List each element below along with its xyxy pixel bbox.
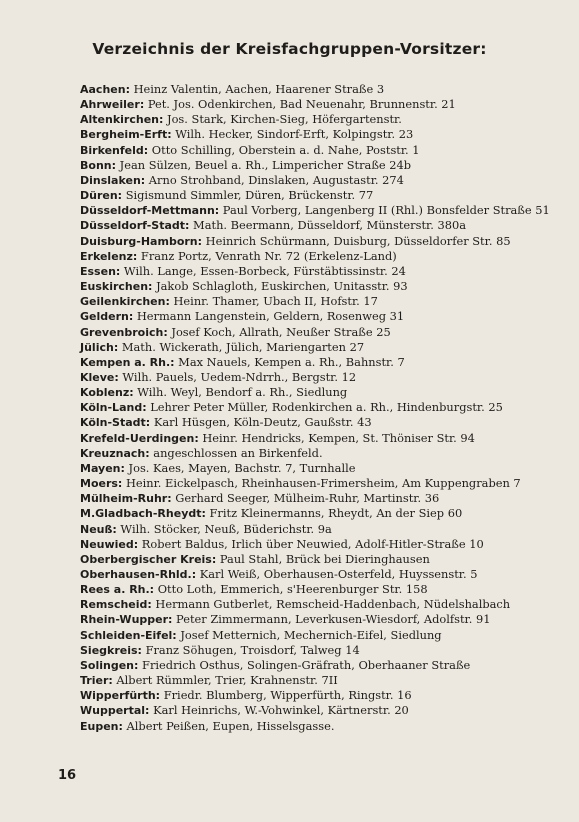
district-name: Oberhausen-Rhld.: xyxy=(80,568,197,581)
district-name: Kempen a. Rh.: xyxy=(80,355,175,369)
district-name: Dinslaken: xyxy=(80,173,146,187)
chairman-details: Otto Schilling, Oberstein a. d. Nahe, Poststr. 1 xyxy=(148,142,420,157)
list-item xyxy=(80,476,550,491)
chairman-details: Friedrich Osthus, Solingen-Gräfrath, Oberhaaner Straße xyxy=(138,657,471,672)
list-item xyxy=(80,673,550,688)
chairman-details: Jos. Kaes, Mayen, Bachstr. 7, Turnhalle xyxy=(124,460,356,475)
district-name: Trier: xyxy=(80,674,113,688)
district-name: Altenkirchen: xyxy=(80,113,164,127)
district-name: Duisburg-Hamborn: xyxy=(80,234,203,248)
chairman-details: Heinz Valentin, Aachen, Haarener Straße 3 xyxy=(129,82,385,96)
list-item xyxy=(80,340,550,355)
district-name: Grevenbroich: xyxy=(80,325,168,339)
list-item xyxy=(80,415,550,430)
list-item xyxy=(80,218,550,233)
district-name: Geilenkirchen: xyxy=(80,295,170,309)
district-name: Rees a. Rh.: xyxy=(80,583,155,597)
list-item xyxy=(80,703,550,718)
chairman-details: Max Nauels, Kempen a. Rh., Bahnstr. 7 xyxy=(174,354,405,369)
district-name: Düsseldorf-Stadt: xyxy=(80,219,190,233)
list-item xyxy=(80,127,550,142)
chairman-details: Paul Stahl, Brück bei Dieringhausen xyxy=(216,551,430,566)
district-name: Ahrweiler: xyxy=(80,98,145,112)
district-name: M.Gladbach-Rheydt: xyxy=(80,507,206,521)
district-name: Neuwied: xyxy=(80,537,139,551)
chairman-details: Heinrich Schürmann, Duisburg, Düsseldorfer Str. 85 xyxy=(202,233,511,248)
chairman-details: Jakob Schlagloth, Euskirchen, Unitasstr. 93 xyxy=(152,279,408,294)
list-item xyxy=(80,188,550,203)
chairman-details: Math. Beermann, Düsseldorf, Münsterstr. 380a xyxy=(189,218,466,233)
list-item xyxy=(80,612,550,627)
district-name: Geldern: xyxy=(80,310,134,324)
district-name: Aachen: xyxy=(80,83,130,96)
chairman-details: Gerhard Seeger, Mülheim-Ruhr, Martinstr. 36 xyxy=(171,491,440,506)
district-name: Kreuznach: xyxy=(80,446,150,460)
chairman-details: Sigismund Simmler, Düren, Brückenstr. 77 xyxy=(122,188,374,203)
district-name: Moers: xyxy=(80,477,123,491)
chairman-details: Jean Sülzen, Beuel a. Rh., Limpericher Straße 24b xyxy=(116,157,412,172)
list-item xyxy=(80,309,550,324)
district-name: Oberbergischer Kreis: xyxy=(80,552,217,566)
chairman-details: Paul Vorberg, Langenberg II (Rhl.) Bonsfelder Straße 51 xyxy=(219,203,550,218)
chairman-details: Math. Wickerath, Jülich, Mariengarten 27 xyxy=(118,339,365,354)
district-name: Eupen: xyxy=(80,719,123,733)
chairmen-list xyxy=(80,82,550,734)
district-name: Bonn: xyxy=(80,158,117,172)
district-name: Koblenz: xyxy=(80,386,134,400)
chairman-details: Franz Portz, Venrath Nr. 72 (Erkelenz-Land) xyxy=(137,248,397,263)
district-name: Wuppertal: xyxy=(80,704,150,718)
district-name: Essen: xyxy=(80,264,121,278)
chairman-details: Jos. Stark, Kirchen-Sieg, Höfergartenstr. xyxy=(163,112,402,127)
list-item xyxy=(80,325,550,340)
list-item xyxy=(80,294,550,309)
list-item xyxy=(80,431,550,446)
district-name: Schleiden-Eifel: xyxy=(80,628,177,642)
chairman-details: Pet. Jos. Odenkirchen, Bad Neuenahr, Brunnenstr. 21 xyxy=(144,97,456,112)
district-name: Kleve: xyxy=(80,370,119,384)
list-item xyxy=(80,537,550,552)
list-item xyxy=(80,279,550,294)
chairman-details: Wilh. Pauels, Uedem-Ndrrh., Bergstr. 12 xyxy=(118,369,357,384)
list-item xyxy=(80,688,550,703)
chairman-details: Franz Söhugen, Troisdorf, Talweg 14 xyxy=(141,642,360,657)
list-item xyxy=(80,719,550,734)
list-item xyxy=(80,97,550,112)
list-item xyxy=(80,203,550,218)
chairman-details: Karl Heinrichs, W.-Vohwinkel, Kärtnerstr. 20 xyxy=(149,703,409,718)
list-item xyxy=(80,400,550,415)
list-item xyxy=(80,446,550,461)
district-name: Düren: xyxy=(80,189,123,203)
chairman-details: Wilh. Stöcker, Neuß, Büderichstr. 9a xyxy=(116,521,332,536)
chairman-details: Wilh. Weyl, Bendorf a. Rh., Siedlung xyxy=(133,385,348,400)
list-item xyxy=(80,567,550,582)
district-name: Siegkreis: xyxy=(80,643,142,657)
chairman-details: Albert Peißen, Eupen, Hisselsgasse. xyxy=(122,718,335,733)
list-item xyxy=(80,643,550,658)
list-item xyxy=(80,522,550,537)
list-item xyxy=(80,112,550,127)
chairman-details: Otto Loth, Emmerich, s'Heerenburger Str. 158 xyxy=(154,582,428,597)
list-item xyxy=(80,628,550,643)
chairman-details: Hermann Gutberlet, Remscheid-Haddenbach, Nüdelshalbach xyxy=(151,597,511,612)
chairman-details: Karl Weiß, Oberhausen-Osterfeld, Huyssenstr. 5 xyxy=(196,567,478,581)
chairman-details: Heinr. Eickelpasch, Rheinhausen-Frimersheim, Am Kuppengraben 7 xyxy=(122,476,521,491)
list-item xyxy=(80,370,550,385)
district-name: Köln-Stadt: xyxy=(80,416,151,430)
chairman-details: Albert Rümmler, Trier, Krahnenstr. 7II xyxy=(112,673,338,688)
district-name: Jülich: xyxy=(80,340,119,354)
district-name: Mülheim-Ruhr: xyxy=(80,492,172,506)
district-name: Düsseldorf-Mettmann: xyxy=(80,204,220,218)
list-item xyxy=(80,582,550,597)
list-item xyxy=(80,597,550,612)
list-item xyxy=(80,461,550,476)
district-name: Remscheid: xyxy=(80,598,152,612)
chairman-details: Heinr. Thamer, Ubach II, Hofstr. 17 xyxy=(169,294,378,309)
chairman-details: Lehrer Peter Müller, Rodenkirchen a. Rh., Hindenburgstr. 25 xyxy=(146,400,503,415)
list-item xyxy=(80,249,550,264)
district-name: Euskirchen: xyxy=(80,280,153,294)
page-number: 16 xyxy=(58,768,77,783)
chairman-details: angeschlossen an Birkenfeld. xyxy=(149,445,323,460)
list-item xyxy=(80,264,550,279)
chairman-details: Josef Koch, Allrath, Neußer Straße 25 xyxy=(167,324,391,339)
chairman-details: Arno Strohband, Dinslaken, Augustastr. 274 xyxy=(145,172,404,187)
list-item xyxy=(80,385,550,400)
district-name: Solingen: xyxy=(80,658,139,672)
list-item xyxy=(80,234,550,249)
district-name: Erkelenz: xyxy=(80,249,138,263)
chairman-details: Wilh. Hecker, Sindorf-Erft, Kolpingstr. 23 xyxy=(171,127,414,142)
chairman-details: Wilh. Lange, Essen-Borbeck, Fürstäbtissinstr. 24 xyxy=(120,263,406,278)
chairman-details: Josef Metternich, Mechernich-Eifel, Siedlung xyxy=(176,627,442,642)
chairman-details: Heinr. Hendricks, Kempen, St. Thöniser Str. 94 xyxy=(198,430,475,445)
district-name: Wipperfürth: xyxy=(80,689,161,703)
district-name: Bergheim-Erft: xyxy=(80,128,172,142)
chairman-details: Hermann Langenstein, Geldern, Rosenweg 31 xyxy=(133,309,405,324)
district-name: Köln-Land: xyxy=(80,401,147,415)
list-item xyxy=(80,355,550,370)
district-name: Birkenfeld: xyxy=(80,143,149,157)
chairman-details: Friedr. Blumberg, Wipperfürth, Ringstr. 16 xyxy=(160,688,412,703)
chairman-details: Karl Hüsgen, Köln-Deutz, Gaußstr. 43 xyxy=(150,415,372,430)
list-item xyxy=(80,506,550,521)
list-item xyxy=(80,158,550,173)
list-item xyxy=(80,552,550,567)
list-item xyxy=(80,143,550,158)
list-item xyxy=(80,173,550,188)
list-item xyxy=(80,491,550,506)
chairman-details: Fritz Kleinermanns, Rheydt, An der Siep 60 xyxy=(205,506,463,521)
chairman-details: Robert Baldus, Irlich über Neuwied, Adolf-Hitler-Straße 10 xyxy=(138,536,484,551)
district-name: Rhein-Wupper: xyxy=(80,613,173,627)
list-item xyxy=(80,82,550,97)
district-name: Krefeld-Uerdingen: xyxy=(80,431,199,445)
district-name: Neuß: xyxy=(80,522,117,536)
district-name: Mayen: xyxy=(80,461,125,475)
chairman-details: Peter Zimmermann, Leverkusen-Wiesdorf, Adolfstr. 91 xyxy=(172,612,491,627)
list-item xyxy=(80,658,550,673)
page-title: Verzeichnis der Kreisfachgruppen-Vorsitzer: xyxy=(92,40,487,58)
